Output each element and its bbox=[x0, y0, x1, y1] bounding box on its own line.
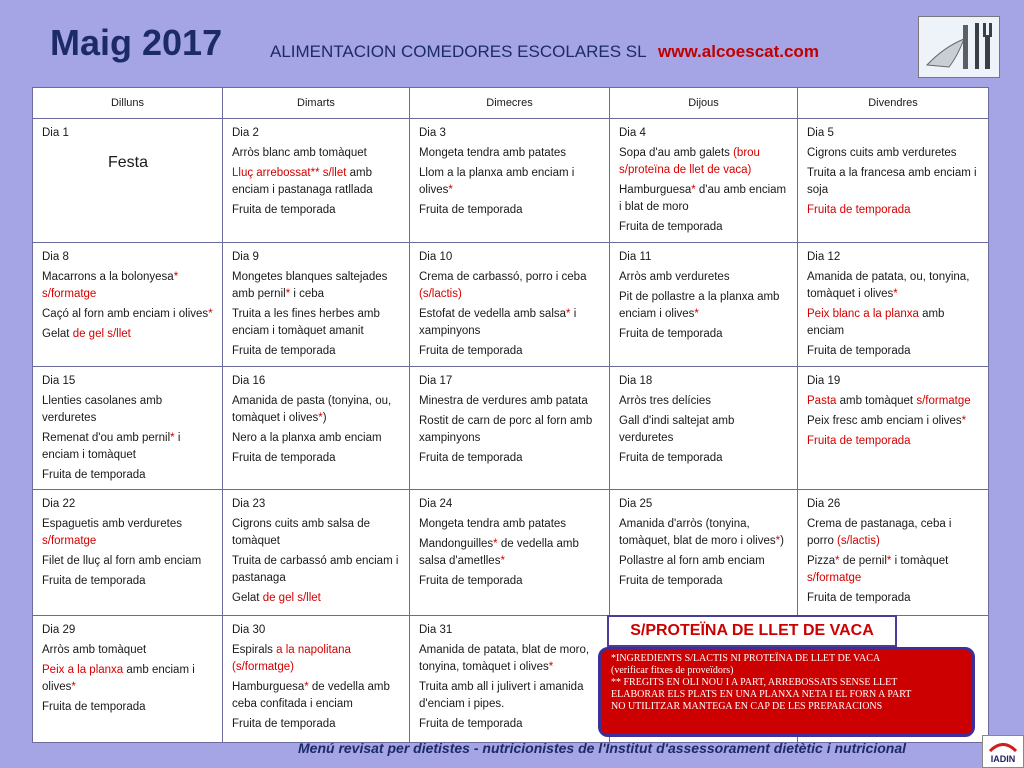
dish-line bbox=[419, 306, 601, 340]
day-cell bbox=[610, 119, 798, 243]
allergen-notes bbox=[598, 647, 975, 737]
day-number: Dia 17 bbox=[419, 375, 453, 387]
dish-line bbox=[807, 516, 980, 550]
day-number: Dia 16 bbox=[232, 375, 266, 387]
dish-line bbox=[807, 343, 980, 360]
dish-line bbox=[419, 343, 601, 360]
dish-line bbox=[807, 590, 980, 607]
dish-text-highlight: * bbox=[775, 535, 781, 547]
dish-line bbox=[419, 642, 601, 676]
dish-line bbox=[807, 145, 980, 162]
day-number: Dia 22 bbox=[42, 498, 76, 510]
dish-text: Crema de pastanaga, ceba i porro bbox=[807, 518, 952, 547]
dish-line bbox=[42, 699, 214, 716]
weekday-header: Divendres bbox=[798, 88, 989, 119]
dish-line bbox=[42, 326, 214, 343]
footer-note: Menú revisat per dietistes - nutricionistes de l'Institut d'assessorament dietètic i nutricional bbox=[298, 740, 907, 756]
dish-line bbox=[419, 679, 601, 713]
dish-text-highlight: Pasta bbox=[807, 395, 837, 407]
dish-text: Amanida de patata, blat de moro, tonyina, tomàquet i olives bbox=[419, 644, 590, 673]
dish-text: Fruita de temporada bbox=[42, 469, 146, 481]
dish-text: Estofat de vedella amb salsa bbox=[419, 308, 567, 320]
day-cell bbox=[33, 119, 223, 243]
dish-text: Filet de lluç al forn amb enciam bbox=[42, 555, 202, 567]
dish-line bbox=[807, 202, 980, 219]
day-number: Dia 19 bbox=[807, 375, 841, 387]
day-number: Dia 25 bbox=[619, 498, 653, 510]
day-cell bbox=[610, 367, 798, 490]
day-number: Dia 15 bbox=[42, 375, 76, 387]
dish-text: Truita amb all i julivert i amanida d'enciam i pipes. bbox=[419, 681, 584, 710]
dish-text: Pizza bbox=[807, 555, 836, 567]
dish-text-highlight: * bbox=[285, 288, 291, 300]
dish-text: Fruita de temporada bbox=[807, 592, 911, 604]
dish-text-highlight: de gel s/llet bbox=[262, 592, 321, 604]
dish-text: Remenat d'ou amb pernil bbox=[42, 432, 171, 444]
dish-text-highlight: * s/formatge bbox=[42, 271, 179, 300]
dish-text-highlight: s/formatge bbox=[916, 395, 971, 407]
holiday-label: Festa bbox=[107, 154, 148, 171]
dish-text: Amanida de patata, ou, tonyina, tomàquet i olives bbox=[807, 271, 970, 300]
dish-line bbox=[619, 516, 789, 550]
dish-line bbox=[42, 467, 214, 484]
weekday-header: Dimarts bbox=[223, 88, 410, 119]
dish-text: i tomàquet bbox=[891, 555, 949, 567]
dish-text: Gall d'indi saltejat amb verduretes bbox=[619, 415, 735, 444]
dish-text: Espirals bbox=[232, 644, 277, 656]
dish-text-highlight: (brou s/proteïna de llet de vaca) bbox=[619, 147, 760, 176]
dish-text: Llenties casolanes amb verduretes bbox=[42, 395, 163, 424]
dish-text-highlight: * bbox=[566, 308, 571, 320]
dish-line bbox=[419, 716, 601, 733]
iadin-mark-icon bbox=[988, 740, 1018, 752]
dish-line bbox=[232, 393, 401, 427]
dish-text-highlight: * bbox=[691, 184, 696, 196]
day-number: Dia 26 bbox=[807, 498, 841, 510]
dish-text: Fruita de temporada bbox=[42, 575, 146, 587]
day-cell bbox=[410, 367, 610, 490]
dish-line bbox=[42, 553, 214, 570]
dish-line bbox=[807, 553, 980, 587]
dish-text: Truita a la francesa amb enciam i soja bbox=[807, 167, 977, 196]
dish-line bbox=[232, 516, 401, 550]
dish-text-highlight: * bbox=[208, 308, 213, 320]
dish-text-highlight: Peix a la planxa bbox=[42, 664, 124, 676]
dish-text-highlight: Lluç arrebossat** s/llet bbox=[232, 167, 347, 179]
page-title: Maig 2017 bbox=[50, 22, 223, 63]
dish-text: Gelat bbox=[42, 328, 73, 340]
dish-line bbox=[232, 202, 401, 219]
dish-text: amb enciam i olives bbox=[42, 664, 195, 693]
dish-line bbox=[419, 573, 601, 590]
company-name: ALIMENTACION COMEDORES ESCOLARES SL bbox=[270, 42, 647, 61]
dish-text: Fruita de temporada bbox=[232, 204, 336, 216]
dish-text-highlight: * bbox=[170, 432, 175, 444]
dish-line bbox=[232, 165, 401, 199]
day-cell bbox=[798, 119, 989, 243]
dish-text-highlight: * bbox=[318, 412, 323, 424]
day-number: Dia 2 bbox=[232, 127, 259, 139]
dish-line bbox=[232, 269, 401, 303]
allergen-note-line: ELABORAR ELS PLATS EN UNA PLANXA NETA I EL FORN A PART bbox=[611, 689, 912, 700]
dish-line bbox=[42, 516, 214, 550]
dish-text-highlight: * bbox=[71, 681, 76, 693]
iadin-logo bbox=[982, 735, 1024, 768]
dish-text-highlight: * bbox=[500, 555, 505, 567]
dish-line bbox=[42, 269, 214, 303]
dish-line bbox=[807, 393, 980, 410]
dish-text: Mandonguilles bbox=[419, 538, 494, 550]
day-cell bbox=[223, 616, 410, 743]
dish-line bbox=[419, 413, 601, 447]
weekday-header: Dimecres bbox=[410, 88, 610, 119]
dish-text-highlight: * bbox=[694, 308, 699, 320]
day-number: Dia 11 bbox=[619, 251, 652, 263]
dish-text: Crema de carbassó, porro i ceba bbox=[419, 271, 587, 283]
day-number: Dia 1 bbox=[42, 127, 69, 139]
dish-text-highlight: * bbox=[893, 288, 898, 300]
dish-line bbox=[42, 430, 214, 464]
dish-text: Truita de carbassó amb enciam i pastanaga bbox=[232, 555, 399, 584]
day-number: Dia 30 bbox=[232, 624, 266, 636]
dish-text: Cigrons cuits amb salsa de tomàquet bbox=[232, 518, 371, 547]
dish-line bbox=[419, 450, 601, 467]
allergen-title-box: S/PROTEÏNA DE LLET DE VACA bbox=[607, 615, 897, 647]
day-number: Dia 29 bbox=[42, 624, 76, 636]
dish-text: Fruita de temporada bbox=[419, 718, 523, 730]
day-number: Dia 3 bbox=[419, 127, 446, 139]
dish-text-highlight: * bbox=[304, 681, 309, 693]
dish-line bbox=[232, 306, 401, 340]
dish-line bbox=[42, 393, 214, 427]
dish-text-highlight: a la napolitana (s/formatge) bbox=[232, 644, 351, 673]
dish-line bbox=[232, 716, 401, 733]
dish-line bbox=[619, 182, 789, 216]
dish-text: Fruita de temporada bbox=[232, 452, 336, 464]
dish-text: Fruita de temporada bbox=[419, 345, 523, 357]
day-number: Dia 18 bbox=[619, 375, 653, 387]
dish-text: Fruita de temporada bbox=[419, 452, 523, 464]
dish-line bbox=[619, 450, 789, 467]
allergen-note-line: ** FREGITS EN OLI NOU I A PART, ARREBOSSATS SENSE LLET bbox=[611, 677, 898, 688]
dish-text: Peix fresc amb enciam i olives bbox=[807, 415, 962, 427]
dish-text: Pollastre al forn amb enciam bbox=[619, 555, 765, 567]
website-link[interactable]: www.alcoescat.com bbox=[658, 42, 819, 61]
dish-line bbox=[42, 573, 214, 590]
dish-text: i xampinyons bbox=[419, 308, 577, 337]
dish-text-highlight: (s/lactis) bbox=[419, 288, 462, 300]
day-cell bbox=[410, 243, 610, 367]
dish-text: Arròs amb tomàquet bbox=[42, 644, 147, 656]
dish-line bbox=[419, 165, 601, 199]
weekday-header: Dijous bbox=[610, 88, 798, 119]
dish-text: Fruita de temporada bbox=[419, 575, 523, 587]
allergen-note-line: *INGREDIENTS S/LACTIS NI PROTEÏNA DE LLET DE VACA bbox=[611, 653, 881, 664]
dish-text: ) bbox=[322, 412, 327, 424]
dish-text: i enciam i tomàquet bbox=[42, 432, 181, 461]
dish-text-highlight: * bbox=[448, 184, 453, 196]
dish-text: de vedella amb ceba confitada i enciam bbox=[232, 681, 390, 710]
dish-text: ) bbox=[780, 535, 784, 547]
week-row bbox=[33, 367, 989, 490]
dish-line bbox=[419, 536, 601, 570]
dish-text: Amanida de pasta (tonyina, ou, tomàquet i olives bbox=[232, 395, 392, 424]
dish-text: Macarrons a la bolonyesa bbox=[42, 271, 174, 283]
week-row bbox=[33, 119, 989, 243]
dish-text-highlight: Fruita de temporada bbox=[807, 435, 911, 447]
weekday-header-row bbox=[33, 88, 989, 119]
allergen-note-line: (verificar fitxes de proveïdors) bbox=[611, 665, 734, 676]
dish-line bbox=[619, 573, 789, 590]
dish-text: Pit de pollastre a la planxa amb enciam i olives bbox=[619, 291, 780, 320]
dish-text: Fruita de temporada bbox=[232, 345, 336, 357]
dish-text-highlight: de gel s/llet bbox=[72, 328, 131, 340]
day-number: Dia 12 bbox=[807, 251, 841, 263]
dish-text: Espaguetis amb verduretes bbox=[42, 518, 182, 530]
dish-text: Mongeta tendra amb patates bbox=[419, 518, 567, 530]
week-row bbox=[33, 490, 989, 616]
dish-line bbox=[807, 433, 980, 450]
dish-text-highlight: * bbox=[493, 538, 498, 550]
dish-line bbox=[619, 289, 789, 323]
day-number: Dia 8 bbox=[42, 251, 69, 263]
day-cell bbox=[33, 490, 223, 616]
dish-line bbox=[419, 393, 601, 410]
dish-text-highlight: * bbox=[886, 555, 892, 567]
iadin-label: IADIN bbox=[990, 754, 1016, 764]
dish-line bbox=[619, 393, 789, 410]
dish-line bbox=[232, 145, 401, 162]
dish-text-highlight: * bbox=[835, 555, 840, 567]
dish-line bbox=[807, 306, 980, 340]
dish-line bbox=[619, 269, 789, 286]
dish-text: Llom a la planxa amb enciam i olives bbox=[419, 167, 575, 196]
dish-text: amb enciam i pastanaga ratllada bbox=[232, 167, 373, 196]
day-cell bbox=[798, 243, 989, 367]
allergen-note-line: NO UTILITZAR MANTEGA EN CAP DE LES PREPARACIONS bbox=[611, 701, 883, 712]
cutlery-icon bbox=[918, 16, 1000, 78]
day-cell bbox=[223, 490, 410, 616]
dish-text: Fruita de temporada bbox=[619, 452, 723, 464]
day-number: Dia 4 bbox=[619, 127, 646, 139]
day-number: Dia 10 bbox=[419, 251, 453, 263]
day-cell bbox=[223, 119, 410, 243]
day-cell bbox=[33, 367, 223, 490]
dish-text-highlight: Peix blanc a la planxa bbox=[807, 308, 919, 320]
dish-text-highlight: Fruita de temporada bbox=[807, 204, 911, 216]
dish-line bbox=[619, 145, 789, 179]
week-row bbox=[33, 243, 989, 367]
dish-line bbox=[419, 516, 601, 533]
dish-text: Fruita de temporada bbox=[807, 345, 911, 357]
dish-line bbox=[419, 269, 601, 303]
dish-line bbox=[232, 642, 401, 676]
dish-text: de pernil bbox=[839, 555, 887, 567]
dish-text: Sopa d'au amb galets bbox=[619, 147, 734, 159]
dish-text: Minestra de verdures amb patata bbox=[419, 395, 588, 407]
day-cell bbox=[798, 490, 989, 616]
dish-text: Hamburguesa bbox=[619, 184, 692, 196]
dish-text: d'au amb enciam i blat de moro bbox=[619, 184, 787, 213]
dish-line bbox=[232, 679, 401, 713]
dish-line bbox=[619, 553, 789, 570]
dish-line bbox=[419, 145, 601, 162]
dish-text: Amanida d'arròs (tonyina, tomàquet, blat de moro i olives bbox=[619, 518, 776, 547]
day-cell bbox=[610, 490, 798, 616]
day-cell bbox=[33, 616, 223, 743]
dish-text: Fruita de temporada bbox=[619, 575, 723, 587]
weekday-header: Dilluns bbox=[33, 88, 223, 119]
dish-text: Arròs amb verduretes bbox=[619, 271, 730, 283]
dish-text-highlight: s/formatge bbox=[42, 535, 97, 547]
dish-line bbox=[42, 662, 214, 696]
dish-text: Fruita de temporada bbox=[42, 701, 146, 713]
dish-text: amb enciam bbox=[807, 308, 945, 337]
dish-text-highlight: * bbox=[548, 661, 554, 673]
dish-line bbox=[232, 450, 401, 467]
dish-text: amb tomàquet bbox=[836, 395, 917, 407]
dish-line bbox=[42, 306, 214, 323]
day-cell bbox=[223, 367, 410, 490]
dish-text: Fruita de temporada bbox=[232, 718, 336, 730]
day-number: Dia 31 bbox=[419, 624, 453, 636]
day-number: Dia 5 bbox=[807, 127, 834, 139]
day-number: Dia 24 bbox=[419, 498, 453, 510]
dish-text: Nero a la planxa amb enciam bbox=[232, 432, 382, 444]
dish-line bbox=[619, 413, 789, 447]
dish-line bbox=[419, 202, 601, 219]
dish-text-highlight: (s/lactis) bbox=[837, 535, 880, 547]
dish-text-highlight: * bbox=[961, 415, 967, 427]
day-cell bbox=[410, 490, 610, 616]
dish-line bbox=[42, 642, 214, 659]
dish-text: Gelat bbox=[232, 592, 263, 604]
dish-text: Truita a les fines herbes amb enciam i tomàquet amanit bbox=[232, 308, 380, 337]
dish-text: Fruita de temporada bbox=[619, 328, 723, 340]
dish-line bbox=[232, 590, 401, 607]
dish-text: Cigrons cuits amb verduretes bbox=[807, 147, 957, 159]
dish-line bbox=[807, 269, 980, 303]
day-cell bbox=[610, 243, 798, 367]
dish-text: de vedella amb salsa d'ametlles bbox=[419, 538, 579, 567]
day-number: Dia 9 bbox=[232, 251, 259, 263]
dish-text: Mongeta tendra amb patates bbox=[419, 147, 567, 159]
dish-text: Fruita de temporada bbox=[619, 221, 723, 233]
day-cell bbox=[33, 243, 223, 367]
dish-line bbox=[807, 165, 980, 199]
dish-text: i ceba bbox=[290, 288, 325, 300]
dish-line bbox=[619, 326, 789, 343]
dish-text: Hamburguesa bbox=[232, 681, 305, 693]
dish-text: Caçó al forn amb enciam i olives bbox=[42, 308, 209, 320]
dish-line bbox=[232, 553, 401, 587]
day-number: Dia 23 bbox=[232, 498, 266, 510]
day-cell bbox=[798, 367, 989, 490]
dish-text: Mongetes blanques saltejades amb pernil bbox=[232, 271, 388, 300]
dish-line bbox=[807, 413, 980, 430]
dish-line bbox=[232, 430, 401, 447]
dish-text: Rostit de carn de porc al forn amb xampinyons bbox=[419, 415, 593, 444]
dish-text-highlight: s/formatge bbox=[807, 572, 862, 584]
day-cell bbox=[223, 243, 410, 367]
dish-text: Fruita de temporada bbox=[419, 204, 523, 216]
day-cell bbox=[410, 616, 610, 743]
day-cell bbox=[410, 119, 610, 243]
dish-line bbox=[619, 219, 789, 236]
dish-text: Arròs tres delícies bbox=[619, 395, 712, 407]
dish-line bbox=[232, 343, 401, 360]
dish-text: Arròs blanc amb tomàquet bbox=[232, 147, 367, 159]
